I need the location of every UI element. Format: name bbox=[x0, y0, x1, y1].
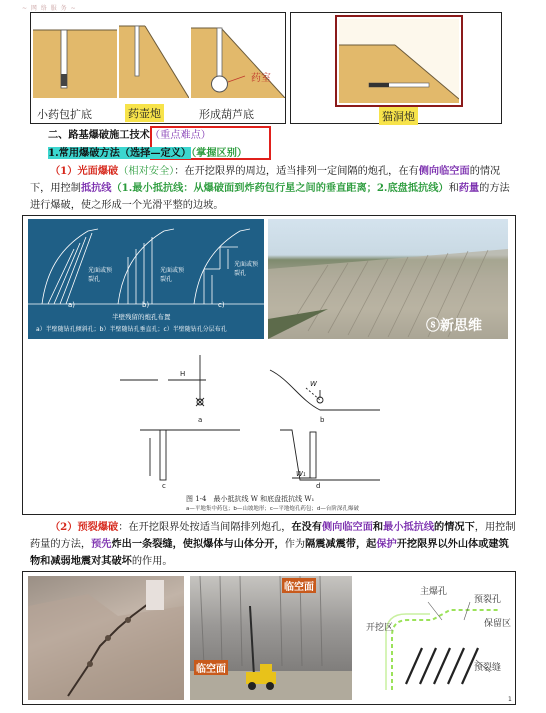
p2-side-free-face: 侧向临空面 bbox=[321, 521, 373, 533]
p1-side-free-face: 侧向临空面 bbox=[418, 165, 470, 177]
free-face-label-bottom: 临空面 bbox=[194, 660, 228, 675]
p1-text-1: ：在开挖限界的周边，适当排列一定间隔的炮孔，在有 bbox=[174, 166, 419, 177]
layout-title: 半壁残留的炮孔布置 bbox=[112, 313, 171, 321]
p1-number: （1） bbox=[50, 165, 78, 177]
diagram-tag-c: c bbox=[162, 482, 166, 490]
subsection-title-text: 1.常用爆破方法（选择—定义） bbox=[48, 147, 192, 159]
gourd-bottom-label: 形成葫芦底 bbox=[199, 108, 254, 121]
presplit-hole-label: 预裂孔 bbox=[474, 595, 502, 605]
p2-text-6: 的情况下 bbox=[434, 521, 475, 533]
free-face-label-top: 临空面 bbox=[282, 578, 316, 593]
p2-term: 预裂爆破 bbox=[77, 521, 119, 533]
diagram-tag-a: a bbox=[198, 416, 203, 424]
layout-caption: a）半壁随钻孔倾斜孔；b）半壁随钻孔垂直孔；c）半壁随钻孔分层布孔 bbox=[36, 326, 227, 333]
hole-layout-diagram bbox=[28, 219, 264, 339]
diagram-h-label: H bbox=[180, 370, 186, 378]
paragraph-presplit-blasting bbox=[30, 519, 518, 570]
p2-text-13: 开挖限界以外山体或建筑物和减弱地震对其破坏 bbox=[30, 538, 509, 567]
brand-name: 新思维 bbox=[440, 318, 482, 334]
gourd-bottom-diagram bbox=[191, 16, 285, 98]
cat-hole-figure-panel bbox=[290, 12, 502, 124]
small-charge-diagram bbox=[33, 16, 117, 98]
layout-tag-b: b) bbox=[142, 301, 150, 309]
p1-text-3: 的情况下，用控制 bbox=[30, 166, 501, 194]
p1-burden: 抵抗线 bbox=[80, 182, 112, 194]
page-number: 1 bbox=[508, 696, 512, 703]
p2-text-7: ，用控制药量的方法， bbox=[30, 522, 516, 550]
quarry-photo-drawing bbox=[190, 576, 352, 700]
p1-charge: 药量 bbox=[458, 182, 480, 194]
diagram-w1-label: W₁ bbox=[296, 470, 306, 478]
layout-tag-c: c) bbox=[218, 301, 225, 309]
chamber-label: 药室 bbox=[251, 73, 271, 84]
excavation-zone-label: 开挖区 bbox=[366, 623, 394, 633]
pot-hole-label: 药壶炮 bbox=[125, 104, 164, 122]
diagram-note: a—平地集中药包；b—山坡地形；c—平地炮孔药包；d—台阶深孔爆破 bbox=[186, 506, 359, 512]
subsection-title-note: （掌握区别） bbox=[191, 147, 248, 159]
main-hole-label: 主爆孔 bbox=[420, 587, 448, 597]
crack-photo-drawing bbox=[28, 576, 184, 700]
retained-zone-label: 保留区 bbox=[484, 619, 512, 629]
p1-text-6: 和 bbox=[448, 183, 459, 194]
quarry-drill-photo bbox=[190, 576, 352, 700]
brand-logo-icon: ⓢ bbox=[426, 318, 440, 334]
brand-watermark bbox=[426, 315, 482, 335]
p1-text-8: 的方法进行爆破，使之形成一个光滑平整的边坡。 bbox=[30, 183, 510, 211]
hole-layout-drawing bbox=[28, 219, 264, 311]
p1-term: 光面爆破 bbox=[77, 165, 119, 177]
diagram-tag-b: b bbox=[320, 416, 325, 424]
layout-label-a: 光面或预裂孔 bbox=[88, 267, 113, 283]
cat-hole-frame bbox=[335, 15, 463, 107]
p2-text-10: 作为 bbox=[284, 539, 306, 550]
p2-text-14: 的作用。 bbox=[131, 556, 173, 567]
diagram-tag-d: d bbox=[316, 482, 321, 490]
page-header: ~ 网 络 服 务 ~ bbox=[22, 5, 77, 12]
p2-text-9: 炸出一条裂缝，使拟爆体与山体分开， bbox=[111, 538, 285, 550]
presplit-seam-label: 预裂缝 bbox=[474, 663, 502, 673]
p2-min-burden: 最小抵抗线 bbox=[383, 521, 435, 533]
p2-text-11: 隔震减震带，起 bbox=[305, 538, 377, 550]
small-charge-label: 小药包扩底 bbox=[37, 108, 92, 121]
p1-burden-note: （1.最小抵抗线：从爆破面到炸药包行星之间的垂直距离；2.底盘抵抗线） bbox=[111, 182, 449, 194]
layout-tag-a: a) bbox=[68, 301, 76, 309]
p1-paren: （相对安全） bbox=[118, 166, 175, 177]
burden-diagram bbox=[120, 350, 390, 490]
cat-hole-label: 猫洞炮 bbox=[379, 107, 418, 125]
slope-drill-diagram bbox=[119, 16, 189, 98]
section-title bbox=[48, 127, 211, 144]
p2-text-2: 在没有 bbox=[291, 521, 322, 533]
section-title-text: 二、路基爆破施工技术 bbox=[48, 129, 150, 141]
cat-hole-diagram bbox=[339, 19, 459, 103]
diagram-title: 图 1-4 最小抵抗线 W 和底盘抵抗线 W₁ bbox=[186, 495, 315, 503]
paragraph-smooth-blasting bbox=[30, 163, 518, 214]
smooth-blast-slope-photo bbox=[268, 219, 508, 339]
subsection-title bbox=[48, 145, 247, 162]
p2-text-1: ：在开挖限界处按适当间隔排列炮孔， bbox=[118, 522, 292, 533]
p2-number: （2） bbox=[50, 521, 78, 533]
presplit-crack-photo bbox=[28, 576, 184, 700]
blast-hole-figure-panel bbox=[30, 12, 286, 124]
section-title-note: （重点难点） bbox=[149, 130, 211, 141]
p2-advance: 预先 bbox=[91, 538, 112, 550]
p2-text-4: 和 bbox=[372, 521, 384, 533]
p2-protect: 保护 bbox=[376, 538, 397, 550]
layout-label-b: 光面或预裂孔 bbox=[160, 267, 185, 283]
diagram-w-label: W bbox=[310, 380, 317, 388]
layout-label-c: 光面或预裂孔 bbox=[234, 261, 259, 277]
